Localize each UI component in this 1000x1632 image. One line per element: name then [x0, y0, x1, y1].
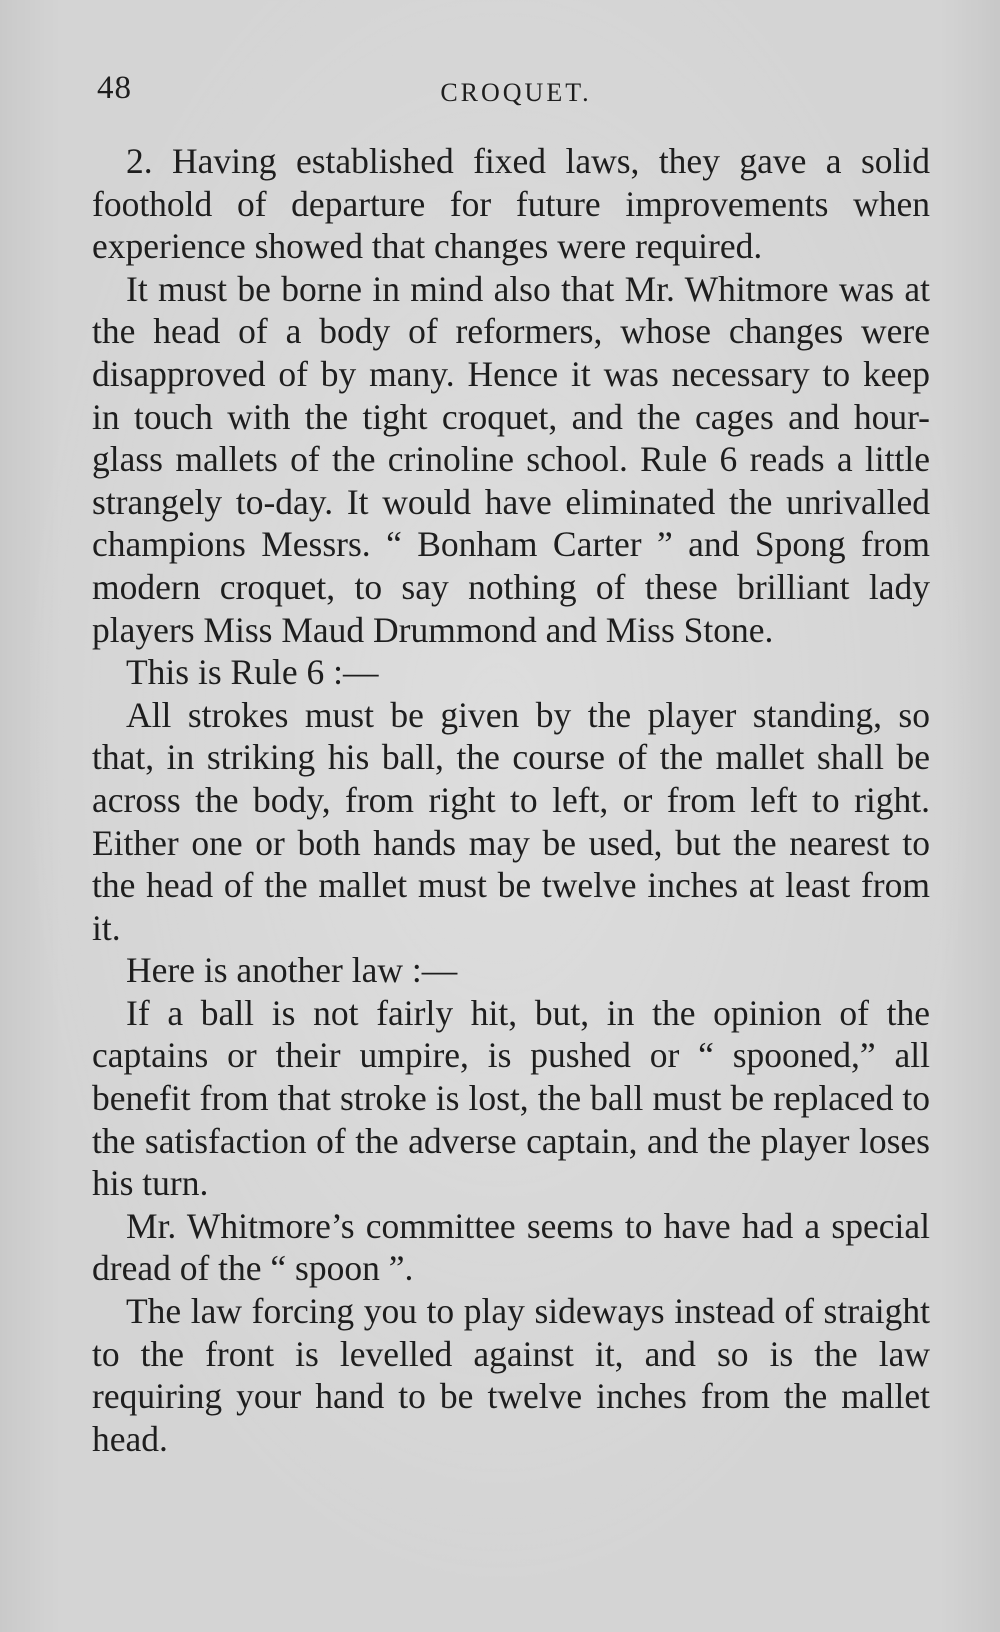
paragraph-spoon-dread: Mr. Whitmore’s committee seems to have had a special dread of the “ spoon ”.: [92, 1205, 930, 1289]
page-number: 48: [97, 70, 132, 106]
paragraph-spooned-law: If a ball is not fairly hit, but, in the opinion of the captains or their umpire, is pushed or “ spooned,” all benefit from that stroke is lost, the ball must be replaced to the satisfaction of the adverse captain, and the player loses his turn.: [92, 992, 930, 1204]
running-title: CROQUET.: [440, 78, 592, 107]
paragraph-another-law-intro: Here is another law :—: [126, 950, 458, 991]
paragraph-rule-6-text: All strokes must be given by the player standing, so that, in striking his ball, the course of the mallet shall be across the body, from right to left, or from left to right. Either one or both hands may be used, but the nearest to the head of the mallet must be twelve inches at least from it.: [92, 694, 930, 948]
body-text: [92, 140, 930, 1460]
paragraph-reformers: It must be borne in mind also that Mr. Whitmore was at the head of a body of reformers, whose changes were disapproved of by many. Hence it was necessary to keep in touch with the tight croquet, and the cages and hour-glass mallets of the crinoline school. Rule 6 reads a little strangely to-day. It would have eliminated the unrivalled champions Messrs. “ Bonham Carter ” and Spong from modern croquet, to say nothing of these brilliant lady players Miss Maud Drummond and Miss Stone.: [92, 268, 930, 650]
paragraph-sideways-law: The law forcing you to play sideways instead of straight to the front is levelled against it, and so is the law requiring your hand to be twelve inches from the mallet head.: [92, 1291, 930, 1459]
paragraph-fixed-laws: 2. Having established fixed laws, they gave a solid foothold of departure for future improvements when experience showed that changes were required.: [92, 141, 930, 267]
paragraph-rule-6-intro: This is Rule 6 :—: [126, 652, 379, 693]
